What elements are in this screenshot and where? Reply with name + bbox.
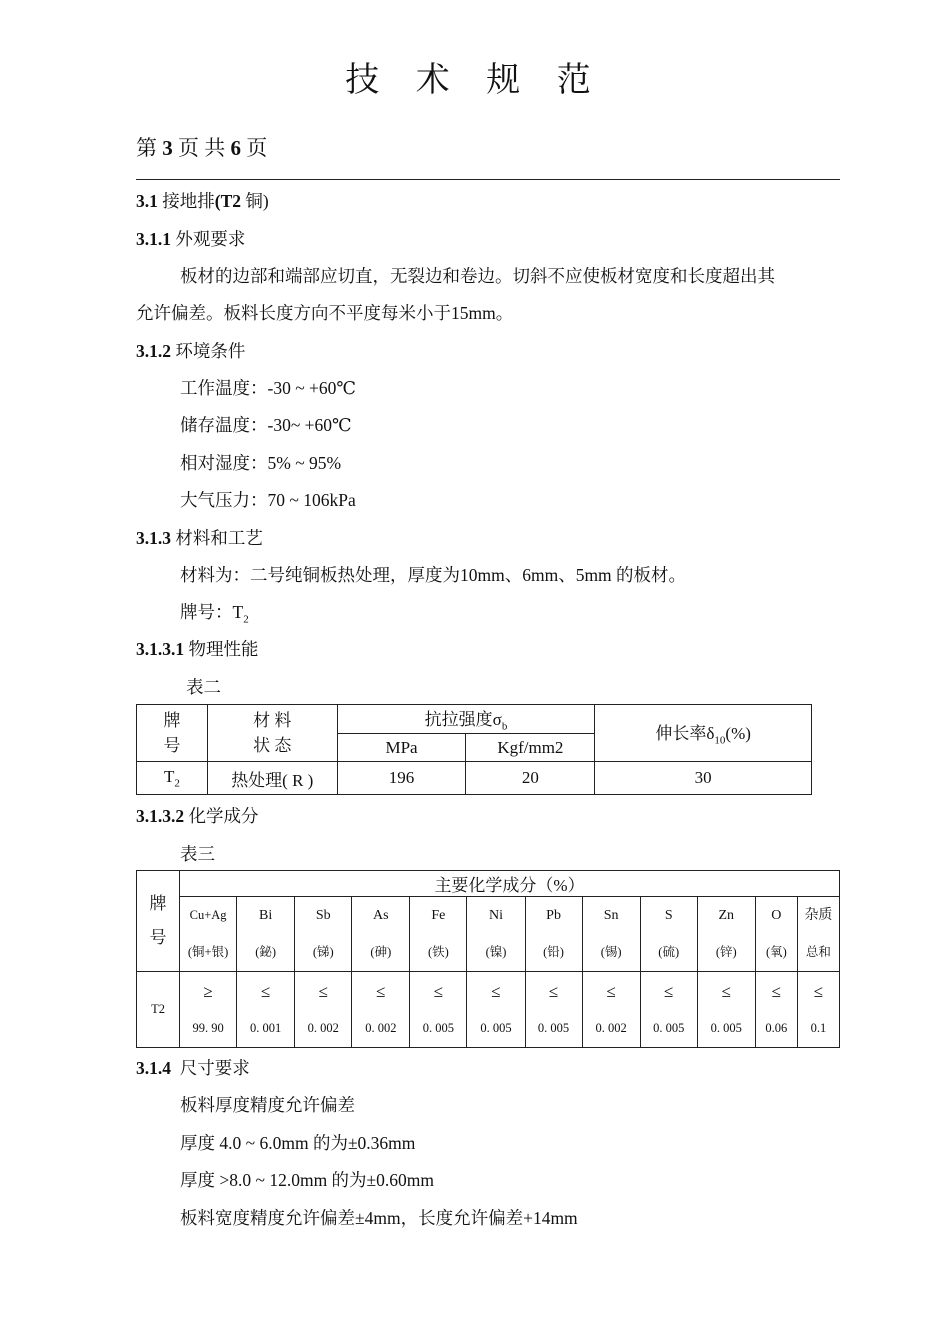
element-operator: ≤: [606, 981, 616, 1001]
element-name: (锡): [600, 945, 622, 959]
header-main-composition: 主要化学成分（%）: [180, 871, 840, 897]
element-header: [295, 897, 352, 972]
cell-mpa: 196: [337, 762, 466, 795]
element-header: [467, 897, 525, 972]
page-label-1: 第: [136, 136, 157, 160]
element-value: [755, 972, 797, 1048]
chemical-composition-table: [136, 870, 840, 1048]
env-line: 相对湿度：5% ~ 95%: [180, 453, 342, 473]
grade-line: 牌号：$T_2$: [180, 602, 249, 626]
element-header: [755, 897, 797, 972]
element-header: [797, 897, 839, 972]
physical-properties-table: [136, 704, 812, 795]
cell-state: 热处理( R ): [207, 762, 337, 795]
section-3-1-3-1-heading: 3.1.3.1 物理性能: [136, 639, 259, 659]
element-limit: 0. 002: [595, 1020, 627, 1035]
element-name: (鉍): [255, 945, 277, 959]
cell-grade: $T_2$: [137, 762, 208, 795]
element-name: (铅): [543, 945, 564, 959]
section-3-1-4-heading: 3.1.4 尺寸要求: [136, 1058, 250, 1078]
element-header: [410, 897, 467, 972]
element-limit: 0. 005: [480, 1020, 512, 1035]
element-name: 总和: [805, 945, 831, 959]
dimension-line: 板料宽度精度允许偏差±4mm，长度允许偏差+14mm: [180, 1208, 578, 1228]
header-kgf: Kgf/mm2: [466, 734, 595, 762]
element-symbol: Zn: [718, 908, 735, 923]
element-symbol: 杂质: [804, 908, 833, 923]
element-header: [237, 897, 295, 972]
element-value: [352, 972, 410, 1048]
element-limit: 0. 001: [250, 1020, 282, 1035]
element-value: [697, 972, 755, 1048]
element-name: (铜+银): [187, 945, 229, 959]
section-3-1-1-heading: 3.1.1 外观要求: [136, 229, 246, 249]
page-title: 技 术 规 范: [345, 62, 605, 99]
element-operator: ≤: [664, 981, 674, 1001]
header-rule: [136, 179, 840, 180]
element-symbol: Pb: [546, 908, 561, 923]
element-header: [697, 897, 755, 972]
header-state: 材 料 状 态: [207, 705, 337, 762]
paragraph: 板材的边部和端部应切直，无裂边和卷边。切斜不应使板材宽度和长度超出其: [180, 266, 775, 286]
header-grade: 牌 号: [137, 705, 208, 762]
cell-grade: T2: [137, 972, 180, 1048]
header-strength: 抗拉强度$\sigma_b$: [337, 705, 595, 734]
paragraph: 材料为：二号纯铜板热处理，厚度为10mm、6mm、5mm 的板材。: [180, 565, 687, 585]
element-symbol: Sb: [315, 908, 331, 923]
element-name: (铁): [427, 945, 449, 959]
section-3-1-3-heading: 3.1.3 材料和工艺: [136, 528, 263, 548]
element-header: [525, 897, 582, 972]
element-operator: ≤: [813, 981, 824, 1001]
element-operator: ≤: [771, 981, 782, 1001]
element-name: (硫): [658, 945, 680, 959]
element-operator: ≤: [260, 981, 271, 1001]
paragraph: 允许偏差。板料长度方向不平度每米小于15mm。: [136, 303, 514, 323]
element-header: [582, 897, 640, 972]
section-3-1-2-heading: 3.1.2 环境条件: [136, 341, 246, 361]
element-operator: ≤: [318, 981, 328, 1001]
element-operator: ≤: [376, 981, 386, 1001]
element-operator: ≤: [721, 981, 731, 1001]
header-grade: 牌 号: [137, 871, 180, 972]
page-current: 3: [162, 136, 173, 160]
cell-elongation: 30: [595, 762, 812, 795]
header-mpa: MPa: [337, 734, 466, 762]
table-caption: 表二: [186, 677, 221, 697]
element-value: [467, 972, 525, 1048]
element-limit: 0.06: [765, 1020, 788, 1035]
element-value: [180, 972, 237, 1048]
element-symbol: Sn: [603, 908, 619, 923]
element-value: [582, 972, 640, 1048]
element-symbol: Cu+Ag: [189, 908, 227, 922]
env-line: 大气压力：70 ~ 106kPa: [180, 490, 356, 510]
element-operator: ≤: [433, 981, 444, 1001]
element-header: [640, 897, 697, 972]
element-symbol: Bi: [259, 908, 273, 923]
element-value: [525, 972, 582, 1048]
table-caption: 表三: [180, 844, 215, 864]
dimension-line: 厚度 >8.0 ~ 12.0mm 的为±0.60mm: [180, 1170, 435, 1190]
element-name: (锑): [312, 945, 334, 959]
element-value: [797, 972, 839, 1048]
element-limit: 99. 90: [192, 1020, 224, 1035]
element-value: [237, 972, 295, 1048]
element-symbol: S: [664, 908, 673, 923]
env-line: 工作温度：-30 ~ +60℃: [180, 378, 356, 398]
dimension-line: 厚度 4.0 ~ 6.0mm 的为±0.36mm: [180, 1133, 416, 1153]
page-total: 6: [230, 136, 241, 160]
page-label-2: 页 共: [178, 136, 226, 160]
page-number: [136, 132, 267, 162]
page-label-3: 页: [246, 136, 268, 160]
env-line: 储存温度：-30~ +60℃: [180, 415, 352, 435]
element-symbol: Fe: [431, 908, 446, 923]
element-name: (镍): [485, 945, 507, 959]
element-limit: 0.1: [810, 1020, 827, 1035]
element-name: (锌): [715, 945, 737, 959]
element-limit: 0. 005: [710, 1020, 742, 1035]
element-value: [295, 972, 352, 1048]
element-operator: ≥: [203, 981, 213, 1001]
element-name: (氧): [765, 945, 787, 959]
section-3-1-heading: 3.1 接地排(T2 铜): [136, 191, 269, 211]
element-limit: 0. 005: [422, 1020, 455, 1035]
element-limit: 0. 005: [537, 1020, 570, 1035]
element-operator: ≤: [548, 981, 559, 1001]
element-operator: ≤: [491, 981, 501, 1001]
element-limit: 0. 005: [653, 1020, 685, 1035]
element-limit: 0. 002: [365, 1020, 397, 1035]
element-name: (砷): [370, 945, 392, 959]
dimension-line: 板料厚度精度允许偏差: [180, 1095, 355, 1115]
element-symbol: As: [373, 908, 389, 923]
header-elongation: 伸长率$\delta_{10}(\%)$: [595, 705, 812, 762]
element-header: [180, 897, 237, 972]
element-symbol: Ni: [488, 908, 503, 923]
cell-kgf: 20: [466, 762, 595, 795]
element-value: [640, 972, 697, 1048]
element-symbol: O: [771, 908, 782, 923]
element-limit: 0. 002: [307, 1020, 339, 1035]
element-value: [410, 972, 467, 1048]
element-header: [352, 897, 410, 972]
section-3-1-3-2-heading: 3.1.3.2 化学成分: [136, 806, 259, 826]
